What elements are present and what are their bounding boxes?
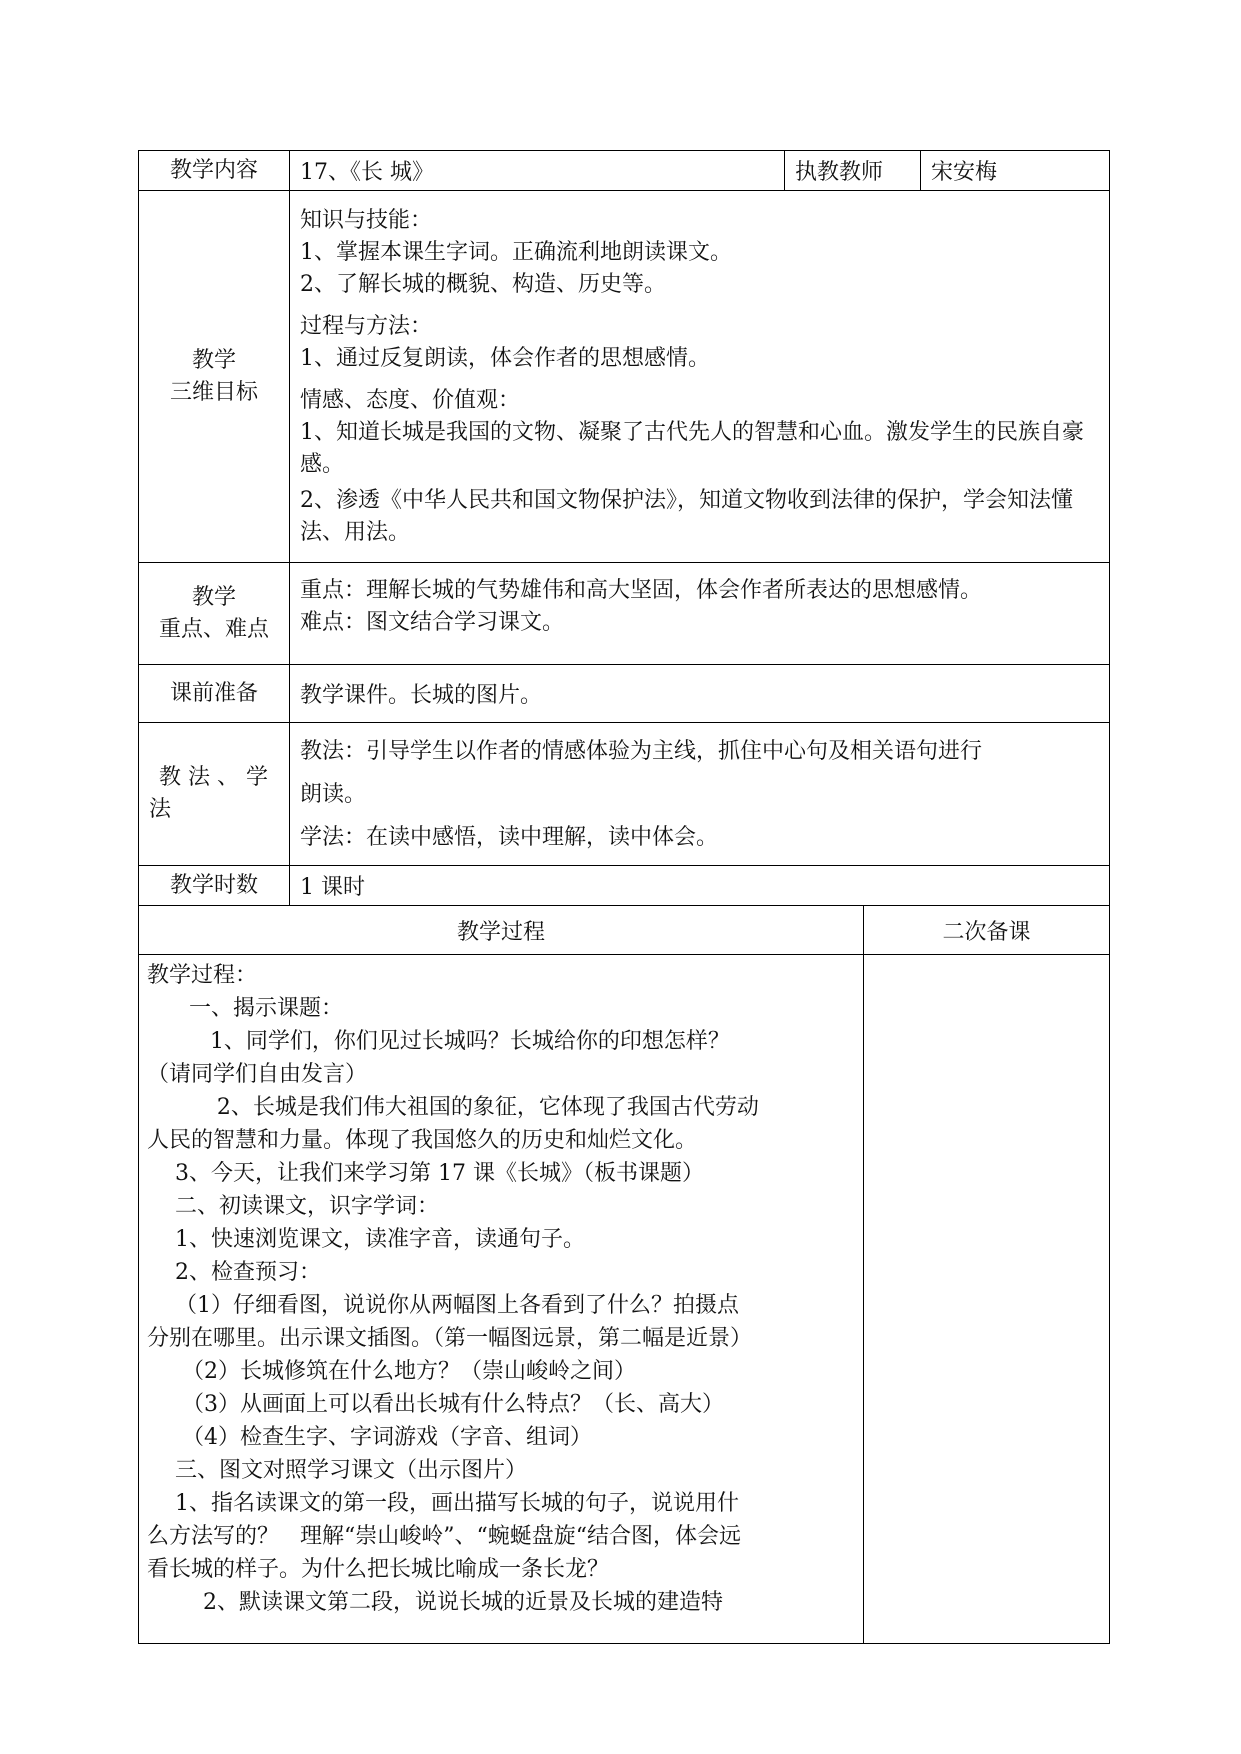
process-line: 看长城的样子。为什么把长城比喻成一条长龙？ xyxy=(147,1557,610,1582)
process-line: 2、默读课文第二段，说说长城的近景及长城的建造特 xyxy=(147,1590,723,1615)
learn-method: 学法：在读中感悟，读中理解，读中体会。 xyxy=(300,825,719,850)
hours-label: 教学时数 xyxy=(139,866,290,906)
process-line: 3、今天，让我们来学习第 17 课《长城》（板书课题） xyxy=(147,1161,704,1186)
keypoints-label: 教学 重点、难点 xyxy=(139,563,290,665)
process-line: 教学过程： xyxy=(147,963,258,988)
knowledge-title: 知识与技能： xyxy=(300,208,433,233)
process-line: 2、检查预习： xyxy=(147,1260,321,1285)
process-line: （请同学们自由发言） xyxy=(147,1062,368,1087)
methods-label: 教 法 、 学 法 xyxy=(139,723,290,866)
key-point: 重点：理解长城的气势雄伟和高大坚固，体会作者所表达的思想感情。 xyxy=(300,578,983,603)
process-item: 1、通过反复朗读，体会作者的思想感情。 xyxy=(300,346,710,371)
process-line: 么方法写的？ 理解“崇山峻岭”、“蜿蜒盘旋“结合图，体会远 xyxy=(147,1524,741,1549)
emotion-item: 2、渗透《中华人民共和国文物保护法》，知道文物收到法律的保护，学会知法懂法、用法。 xyxy=(300,488,1073,545)
process-content xyxy=(139,955,864,1644)
hours-value: 1 课时 xyxy=(290,866,1110,906)
lesson-plan-table xyxy=(138,150,1110,1644)
secondary-prep-content xyxy=(864,955,1110,1644)
process-line: 分别在哪里。出示课文插图。（第一幅图远景，第二幅是近景） xyxy=(147,1326,753,1351)
process-line: 2、长城是我们伟大祖国的象征，它体现了我国古代劳动 xyxy=(147,1095,759,1120)
content-value: 17、《长 城》 xyxy=(290,151,785,191)
objectives-content xyxy=(290,191,1110,563)
emotion-item: 1、知道长城是我国的文物、凝聚了古代先人的智慧和心血。激发学生的民族自豪感。 xyxy=(300,420,1084,477)
keypoints-content xyxy=(290,563,1110,665)
process-line: （3）从画面上可以看出长城有什么特点？（长、高大） xyxy=(147,1392,724,1417)
process-line: （4）检查生字、字词游戏（字音、组词） xyxy=(147,1425,592,1450)
process-line: 1、指名读课文的第一段，画出描写长城的句子，说说用什 xyxy=(147,1491,739,1516)
difficult-point: 难点：图文结合学习课文。 xyxy=(300,610,565,635)
process-line: 三、图文对照学习课文（出示图片） xyxy=(147,1458,527,1483)
emotion-title: 情感、态度、价值观： xyxy=(300,388,521,413)
process-line: 1、同学们，你们见过长城吗？长城给你的印想怎样？ xyxy=(147,1029,730,1054)
teach-method-cont: 朗读。 xyxy=(300,782,367,807)
process-title: 过程与方法： xyxy=(300,314,433,339)
teach-method: 教法：引导学生以作者的情感体验为主线，抓住中心句及相关语句进行 xyxy=(300,739,983,764)
content-label: 教学内容 xyxy=(139,151,290,191)
prep-label: 课前准备 xyxy=(139,665,290,723)
secondary-prep-header: 二次备课 xyxy=(864,906,1110,955)
knowledge-item: 1、掌握本课生字词。正确流利地朗读课文。 xyxy=(300,240,732,265)
process-line: （2）长城修筑在什么地方？（崇山峻岭之间） xyxy=(147,1359,636,1384)
objectives-label: 教学 三维目标 xyxy=(139,191,290,563)
lesson-plan xyxy=(138,150,1109,1644)
teacher-value: 宋安梅 xyxy=(921,151,1110,191)
process-line: 二、初读课文，识字学词： xyxy=(147,1194,439,1219)
process-line: 一、揭示课题： xyxy=(147,996,343,1021)
methods-content xyxy=(290,723,1110,866)
teacher-label: 执教教师 xyxy=(785,151,921,191)
process-header: 教学过程 xyxy=(139,906,864,955)
knowledge-item: 2、了解长城的概貌、构造、历史等。 xyxy=(300,272,666,297)
prep-value: 教学课件。长城的图片。 xyxy=(290,665,1110,723)
process-line: 人民的智慧和力量。体现了我国悠久的历史和灿烂文化。 xyxy=(147,1128,698,1153)
process-line: （1）仔细看图，说说你从两幅图上各看到了什么？拍摄点 xyxy=(147,1293,739,1318)
process-line: 1、快速浏览课文，读准字音，读通句子。 xyxy=(147,1227,585,1252)
